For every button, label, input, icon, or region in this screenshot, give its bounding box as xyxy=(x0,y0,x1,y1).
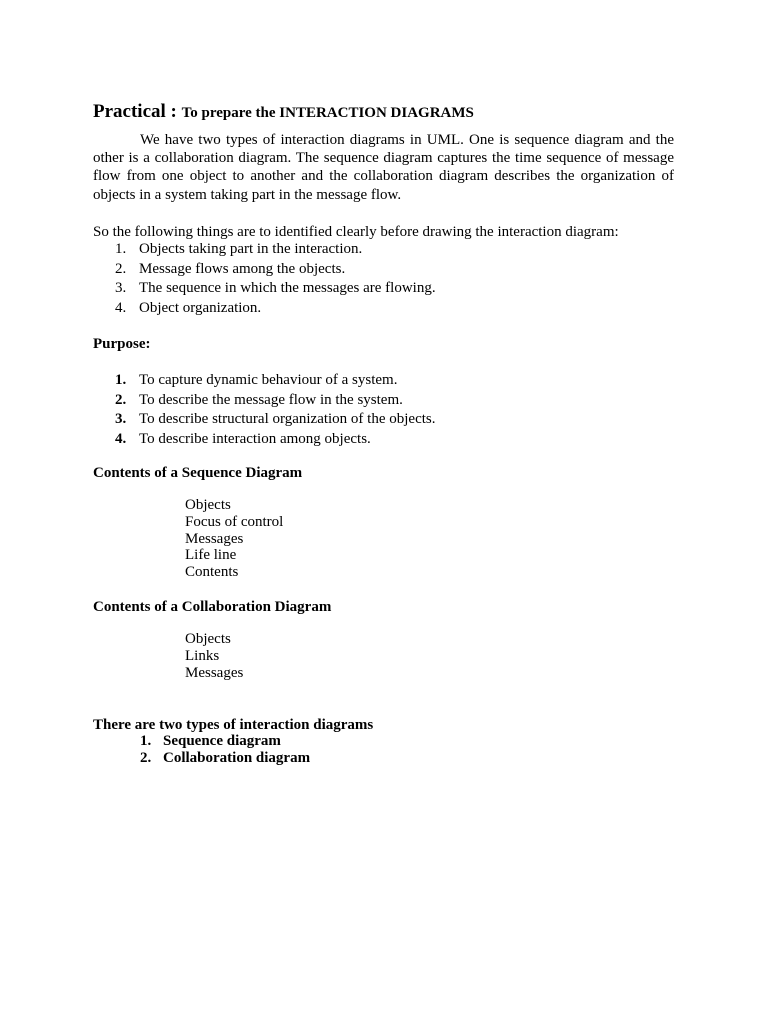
types-heading: There are two types of interaction diagrams xyxy=(93,717,374,733)
purpose-heading: Purpose: xyxy=(93,336,151,352)
collaboration-contents-heading: Contents of a Collaboration Diagram xyxy=(93,599,332,615)
list-number: 1. xyxy=(115,241,127,257)
list-text: Object organization. xyxy=(139,299,262,316)
list-text: Message flows among the objects. xyxy=(139,260,346,277)
types-list xyxy=(118,733,310,767)
list-number: 4. xyxy=(115,299,127,316)
collaboration-contents-list xyxy=(185,631,243,681)
list-number: 1. xyxy=(140,733,152,749)
list-text: To describe the message flow in the system. xyxy=(139,391,403,408)
lead-sentence: So the following things are to identified clearly before drawing the interaction diagram: xyxy=(93,224,619,240)
list-item: Objects xyxy=(185,497,231,513)
list-item xyxy=(93,260,436,280)
list-item xyxy=(93,279,436,299)
list-text: To capture dynamic behaviour of a system. xyxy=(139,372,398,388)
sequence-contents-heading: Contents of a Sequence Diagram xyxy=(93,465,303,481)
list-number: 3. xyxy=(115,280,127,296)
list-item: Messages xyxy=(185,530,244,547)
title-text: To prepare the INTERACTION DIAGRAMS xyxy=(181,105,474,121)
list-number: 2. xyxy=(140,749,152,766)
list-number: 2. xyxy=(115,391,127,408)
list-item xyxy=(93,240,436,260)
list-text: To describe structural organization of the objects. xyxy=(139,411,436,427)
list-text: The sequence in which the messages are flowing. xyxy=(139,280,436,296)
page-title xyxy=(93,88,474,125)
list-text: Objects taking part in the interaction. xyxy=(139,241,363,257)
list-text: To describe interaction among objects. xyxy=(139,430,371,447)
list-item xyxy=(93,410,436,430)
list-item: Objects xyxy=(185,631,231,647)
list-item: Messages xyxy=(185,664,244,681)
list-item xyxy=(93,430,436,450)
purpose-list xyxy=(93,371,436,449)
list-text: Sequence diagram xyxy=(163,733,281,749)
list-number: 4. xyxy=(115,430,127,447)
intro-paragraph: We have two types of interaction diagrams in UML. One is sequence diagram and the other is a collaboration diagram. The sequence diagram captures the time sequence of message flow from one object to another and the collaboration diagram describes the organization of objects in a system taking part in the message flow. xyxy=(93,132,674,203)
list-item xyxy=(93,391,436,411)
list-item: Life line xyxy=(185,547,237,564)
list-item xyxy=(93,299,436,319)
list-number: 1. xyxy=(115,372,127,388)
list-item xyxy=(118,733,310,750)
list-item: Contents xyxy=(185,564,239,581)
list-item xyxy=(93,371,436,391)
list-item: Focus of control xyxy=(185,513,284,530)
list-number: 3. xyxy=(115,411,127,427)
list-number: 2. xyxy=(115,260,127,277)
list-item xyxy=(118,750,310,767)
sequence-contents-list xyxy=(185,497,283,581)
list-item: Links xyxy=(185,647,220,664)
steps-list xyxy=(93,240,436,318)
list-text: Collaboration diagram xyxy=(163,749,311,766)
title-prefix: Practical : xyxy=(93,101,182,122)
